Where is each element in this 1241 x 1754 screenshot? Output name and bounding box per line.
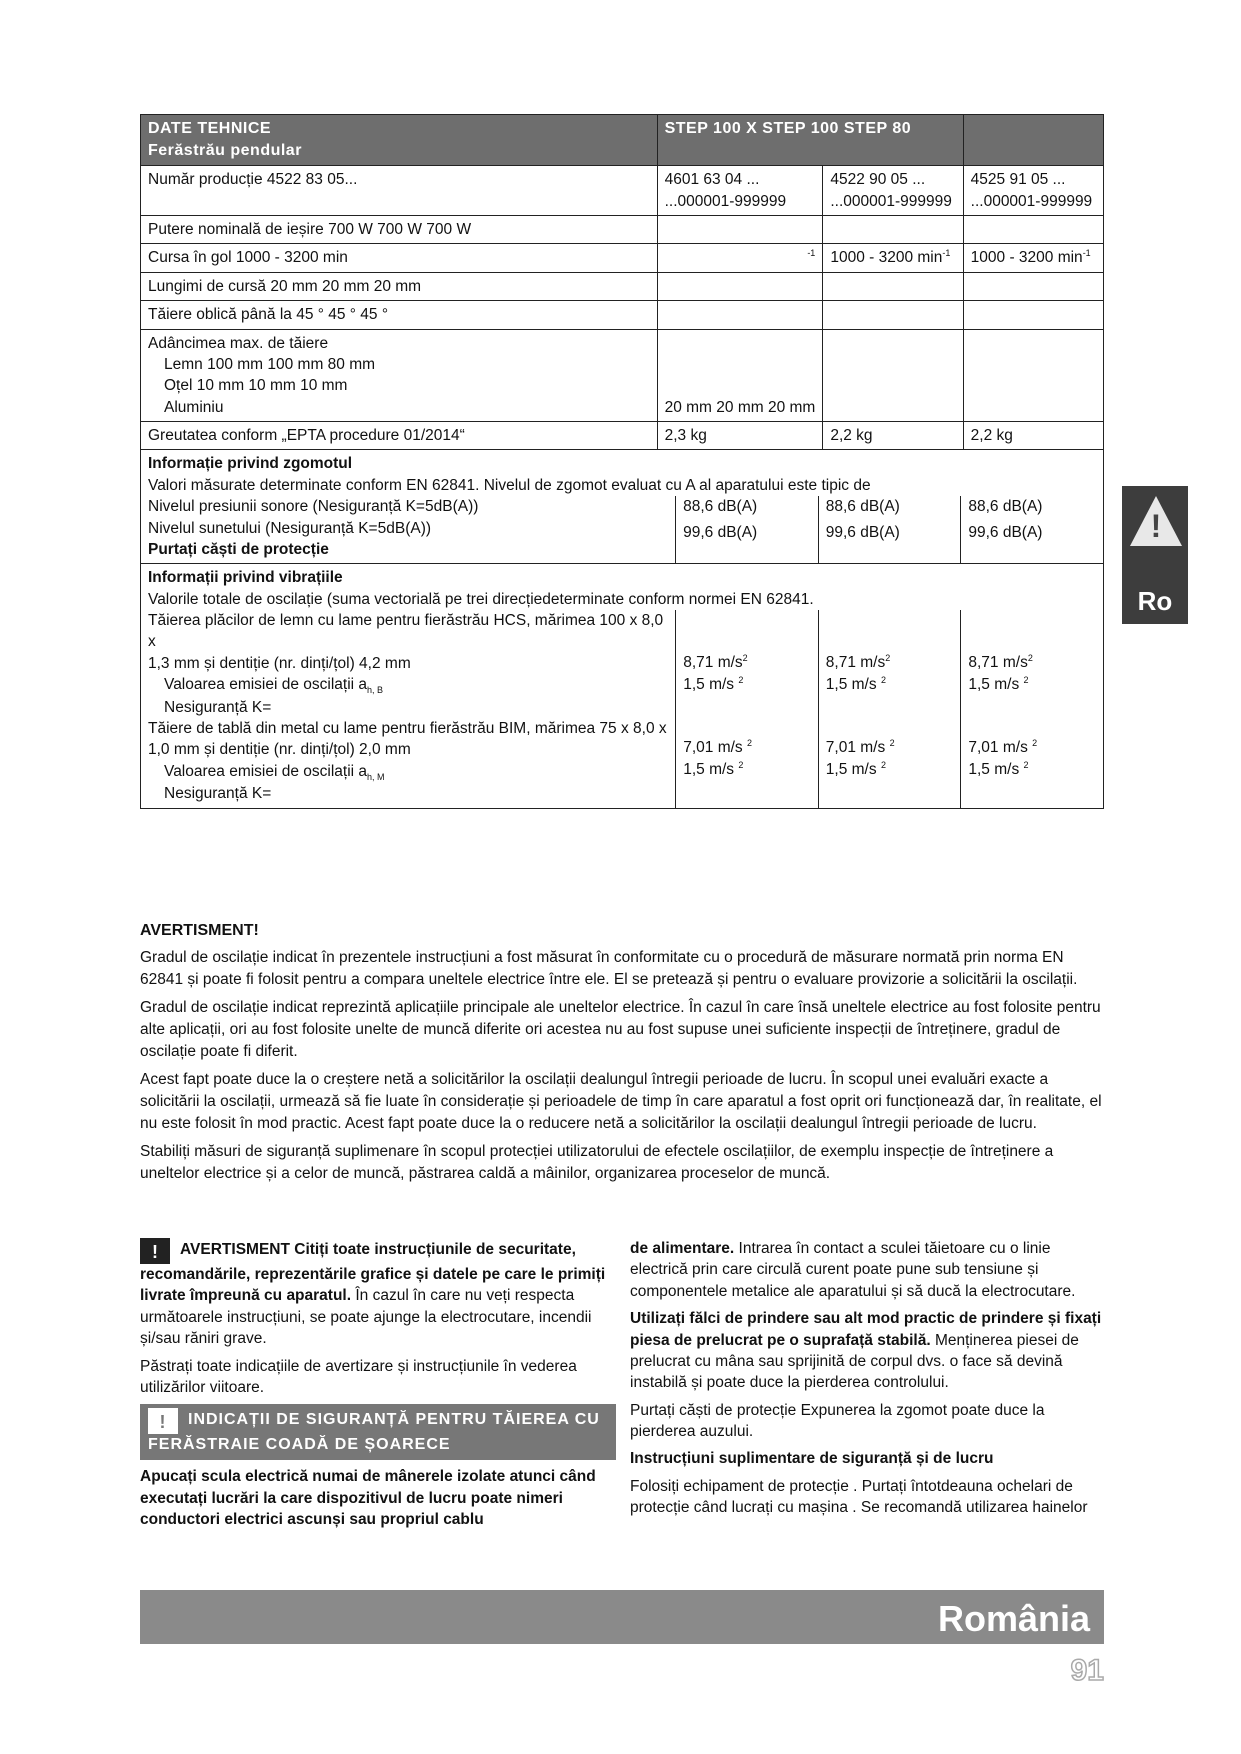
sup-2: 2	[1027, 653, 1033, 664]
noise-pressure-label: Nivelul presiunii sonore (Nesiguranță K=5dB(A))	[148, 498, 479, 516]
vib-wood-c3: 8,71 m/s	[825, 654, 886, 672]
vibration-section	[141, 564, 1104, 808]
power-label: Putere nominală de ieșire 700 W 700 W 700 W	[141, 215, 658, 243]
safety-warning-bold: AVERTISMENT Citiți toate instrucțiunile de securitate, recomandările, reprezentările grafice și datele pe care le primiți livrate împreună cu aparatul.	[140, 1241, 606, 1305]
stroke-c3-text: 1000 - 3200 min	[830, 249, 943, 267]
vib-col-c4	[961, 610, 1103, 808]
footer-country: România	[937, 1598, 1090, 1639]
noise-power-c4: 99,6 dB(A)	[968, 523, 1043, 541]
sup-2: 2	[885, 653, 891, 664]
noise-intro: Valori măsurate determinate conform EN 62841. Nivelul de zgomot evaluat cu A al aparatului este tipic de	[148, 476, 871, 494]
warning-triangle-icon: !	[140, 1238, 170, 1264]
sup-2: 2	[880, 674, 886, 685]
sup-2: 2	[880, 759, 886, 770]
vib-wood-emission	[148, 674, 668, 697]
right-p1-rest: Intrarea în contact a sculei tăietoare cu o linie electrică prin care circulă curent poate pune sub tensiune și componentele metalice ale aparatului și să ducă la electrocutare.	[630, 1240, 1076, 1300]
header-empty	[963, 115, 1103, 166]
production-c3-line1: 4522 90 05 ...	[830, 171, 926, 189]
production-c4-line1: 4525 91 05 ...	[970, 171, 1066, 189]
noise-pressure-c4: 88,6 dB(A)	[968, 498, 1043, 516]
vib-metal-uncert: Nesiguranță K=	[164, 785, 272, 803]
footer-bar	[140, 1590, 1104, 1644]
stroke-c2	[657, 244, 823, 273]
empty-cell	[657, 215, 823, 243]
empty-cell	[823, 301, 963, 329]
vibration-warning-section	[140, 920, 1104, 1191]
empty-cell	[823, 215, 963, 243]
vib-metal-c3: 7,01 m/s	[825, 739, 886, 757]
stroke-c4-text: 1000 - 3200 min	[970, 249, 1083, 267]
empty-cell	[823, 272, 963, 300]
right-p1-bold: de alimentare.	[630, 1240, 735, 1257]
vib-wood-1: Tăierea plăcilor de lemn cu lame pentru fierăstrău HCS, mărimea 100 x 8,0 x	[148, 612, 664, 651]
table-row	[141, 166, 1104, 216]
depth-label: Adâncimea max. de tăiere	[148, 334, 329, 352]
noise-section	[141, 450, 1104, 564]
grip-instruction: Apucați scula electrică numai de mânerele izolate atunci când executați lucrări la care dispozitivul de lucru poate nimeri conductori electrici ascunși sau propriul cablu	[140, 1468, 596, 1529]
right-paragraph: Folosiți echipament de protecție . Purtați întotdeauna ochelari de protecție când lucrați cu mașina . Se recomandă utilizarea hainelor	[630, 1477, 1088, 1517]
table-row	[141, 564, 1104, 808]
table-header-row	[141, 115, 1104, 166]
noise-pressure-c3: 88,6 dB(A)	[825, 498, 900, 516]
table-row	[141, 244, 1104, 273]
stroke-c3-exp: -1	[942, 248, 951, 259]
vib-col-c2	[676, 610, 819, 808]
table-row	[141, 272, 1104, 300]
depth-steel: Oțel 10 mm 10 mm 10 mm	[164, 377, 348, 395]
right-p2-bold: Utilizați fălci de prindere sau alt mod practic de prindere și fixați piesa de prelucrat pe o suprafață stabilă.	[630, 1310, 1102, 1349]
sup-2: 2	[889, 738, 895, 749]
warning-paragraph: Stabiliți măsuri de siguranță suplimenare în scopul protecției utilizatorului de efectele oscilațiilor, de exemplu inspecție de întreținere a uneltelor electrice și a celor de muncă, păstrarea caldă a mâinilor, organizarea proceselor de muncă.	[140, 1142, 1054, 1182]
depth-alu: Aluminiu	[164, 398, 224, 416]
sup-2: 2	[1023, 759, 1029, 770]
weight-c4: 2,2 kg	[963, 422, 1103, 450]
vib-k-wood-c3: 1,5 m/s	[825, 675, 877, 693]
vib-metal-emission	[148, 761, 668, 784]
stroke-length-label: Lungimi de cursă 20 mm 20 mm 20 mm	[141, 272, 658, 300]
table-row	[141, 422, 1104, 450]
safety-heading	[140, 1404, 616, 1460]
right-paragraph	[630, 1238, 1106, 1302]
sup-2: 2	[1032, 738, 1038, 749]
warning-paragraph: Gradul de oscilație indicat reprezintă aplicațiile principale ale uneltelor electrice. În cazul în care însă uneltele electrice au fost folosite pentru alte aplicații, ori au fost folosite unelte de muncă diferite ori acestea nu au fost supuse unei suficiente inspecții de întreținere, gradul de oscilație poate fi diferit.	[140, 998, 1101, 1060]
production-c2-line1: 4601 63 04 ...	[664, 171, 760, 189]
right-paragraph	[630, 1308, 1106, 1394]
sup-2: 2	[738, 674, 744, 685]
technical-data-table	[140, 114, 1104, 809]
vib-k-metal-c4: 1,5 m/s	[968, 760, 1020, 778]
noise-protect: Purtați căști de protecție	[148, 540, 329, 558]
empty-cell	[963, 329, 1103, 422]
production-label: Număr producție 4522 83 05...	[141, 166, 658, 216]
left-column	[140, 1238, 616, 1536]
page-number: 91	[1070, 1654, 1104, 1687]
sup-2: 2	[746, 738, 752, 749]
header-title: DATE TEHNICE	[148, 120, 272, 137]
vib-metal-1: Tăiere de tablă din metal cu lame pentru fierăstrău BIM, mărimea 75 x 8,0 x	[148, 720, 667, 738]
stroke-c2-exp: -1	[807, 248, 816, 259]
stroke-label: Cursa în gol 1000 - 3200 min	[141, 244, 658, 273]
header-title-cell	[141, 115, 658, 166]
weight-label: Greutatea conform „EPTA procedure 01/2014“	[141, 422, 658, 450]
vib-intro: Valorile totale de oscilație (suma vectorială pe trei direcțiedeterminate conform normei EN 62841.	[148, 590, 814, 608]
language-label: Ro	[1137, 586, 1173, 616]
right-paragraph: Purtați căști de protecție Expunerea la zgomot poate duce la pierderea auzului.	[630, 1401, 1045, 1440]
table-row	[141, 450, 1104, 564]
vib-k-metal-c2: 1,5 m/s	[683, 760, 735, 778]
production-c4	[963, 166, 1103, 216]
vib-k-wood-c4: 1,5 m/s	[968, 675, 1020, 693]
vib-wood-uncert: Nesiguranță K=	[164, 698, 272, 716]
production-c2-line2: ...000001-999999	[664, 192, 787, 210]
empty-cell	[963, 301, 1103, 329]
safety-warning-paragraph	[140, 1238, 616, 1350]
vib-k-wood-c2: 1,5 m/s	[683, 675, 735, 693]
table-row	[141, 301, 1104, 329]
vib-emission-text: Valoarea emisiei de oscilații a	[164, 676, 368, 694]
empty-cell	[657, 272, 823, 300]
empty-cell	[823, 329, 963, 422]
vib-metal-c2: 7,01 m/s	[683, 739, 743, 757]
noise-pressure-c2: 88,6 dB(A)	[683, 498, 758, 516]
noise-title: Informație privind zgomotul	[148, 455, 353, 473]
weight-c2: 2,3 kg	[657, 422, 823, 450]
warning-title: AVERTISMENT!	[140, 922, 259, 939]
safety-warning-rest: În cazul în care nu veți respecta următoarele instrucțiuni, se poate ajunge la electrocutare, incendii și/sau răniri grave.	[140, 1287, 592, 1348]
vib-sub-m: h, M	[367, 771, 385, 782]
vib-k-metal-c3: 1,5 m/s	[825, 760, 877, 778]
empty-cell	[657, 301, 823, 329]
warning-triangle-icon: !	[148, 1408, 178, 1434]
stroke-c4	[963, 244, 1103, 273]
weight-c3: 2,2 kg	[823, 422, 963, 450]
sup-2: 2	[1023, 674, 1029, 685]
depth-wood: Lemn 100 mm 100 mm 80 mm	[164, 355, 376, 373]
stroke-c4-exp: -1	[1082, 248, 1091, 259]
right-column	[630, 1238, 1106, 1525]
vib-emission-text: Valoarea emisiei de oscilații a	[164, 762, 368, 780]
vib-wood-c2: 8,71 m/s	[683, 654, 743, 672]
safety-heading-text: INDICAȚII DE SIGURANȚĂ PENTRU TĂIEREA CU FERĂSTRAIE COADĂ DE ȘOARECE	[148, 1411, 600, 1454]
depth-alu-values: 20 mm 20 mm 20 mm	[657, 329, 823, 422]
vib-sub-b: h, B	[367, 685, 384, 696]
noise-power-c3: 99,6 dB(A)	[825, 523, 900, 541]
stroke-c3	[823, 244, 963, 273]
sup-2: 2	[742, 653, 748, 664]
right-p2-rest: Menținerea piesei de prelucrat cu mâna sau sprijinită de corpul dvs. o face să devină instabilă și poate duce la pierderea controlului.	[630, 1331, 1079, 1392]
exclamation-mark-icon: !	[1150, 508, 1162, 544]
depth-cell	[141, 329, 658, 422]
vib-col-c3	[818, 610, 961, 808]
warning-paragraph: Acest fapt poate duce la o creștere netă a solicitărilor la oscilații dealungul întregii perioade de lucru. În scopul unei evaluări exacte a solicitării la oscilații, urmează să fie luate în considerație și perioadele de timp în care aparatul a fost oprit ori funcționează dar, în realitate, el nu este folosit în mod practic. Acest fapt poate duce la o reducere netă a solicitărilor la oscilații dealungul întregii perioade de lucru.	[140, 1070, 1102, 1132]
noise-power-c2: 99,6 dB(A)	[683, 523, 758, 541]
vib-metal-2: 1,0 mm și dentiție (nr. dinți/țol) 2,0 mm	[148, 741, 411, 759]
vib-wood-c4: 8,71 m/s	[968, 654, 1028, 672]
table-row	[141, 215, 1104, 243]
right-subheading: Instrucțiuni suplimentare de siguranță și de lucru	[630, 1450, 994, 1468]
production-c2	[657, 166, 823, 216]
vib-title: Informații privind vibrațiile	[148, 569, 343, 587]
noise-power-label: Nivelul sunetului (Nesiguranță K=5dB(A))	[148, 519, 432, 537]
header-subtitle: Ferăstrău pendular	[148, 142, 302, 160]
table-row	[141, 329, 1104, 422]
keep-instructions: Păstrați toate indicațiile de avertizare și instrucțiunile în vederea utilizărilor viitoare.	[140, 1357, 577, 1396]
vib-metal-c4: 7,01 m/s	[968, 739, 1028, 757]
production-c3-line2: ...000001-999999	[830, 192, 952, 210]
bevel-label: Tăiere oblică până la 45 ° 45 ° 45 °	[141, 301, 658, 329]
sup-2: 2	[738, 759, 744, 770]
header-models: STEP 100 X STEP 100 STEP 80	[657, 115, 963, 166]
production-c4-line2: ...000001-999999	[970, 192, 1093, 210]
empty-cell	[963, 215, 1103, 243]
vib-wood-2: 1,3 mm și dentiție (nr. dinți/țol) 4,2 mm	[148, 654, 411, 672]
empty-cell	[963, 272, 1103, 300]
production-c3	[823, 166, 963, 216]
warning-paragraph: Gradul de oscilație indicat în prezentele instrucțiuni a fost măsurat în conformitate cu o procedură de măsurare normată prin norma EN 62841 și poate fi folosit pentru a compara uneltele electrice între ele. El se pretează și pentru o evaluare provizorie a solicitării la oscilații.	[140, 948, 1078, 988]
